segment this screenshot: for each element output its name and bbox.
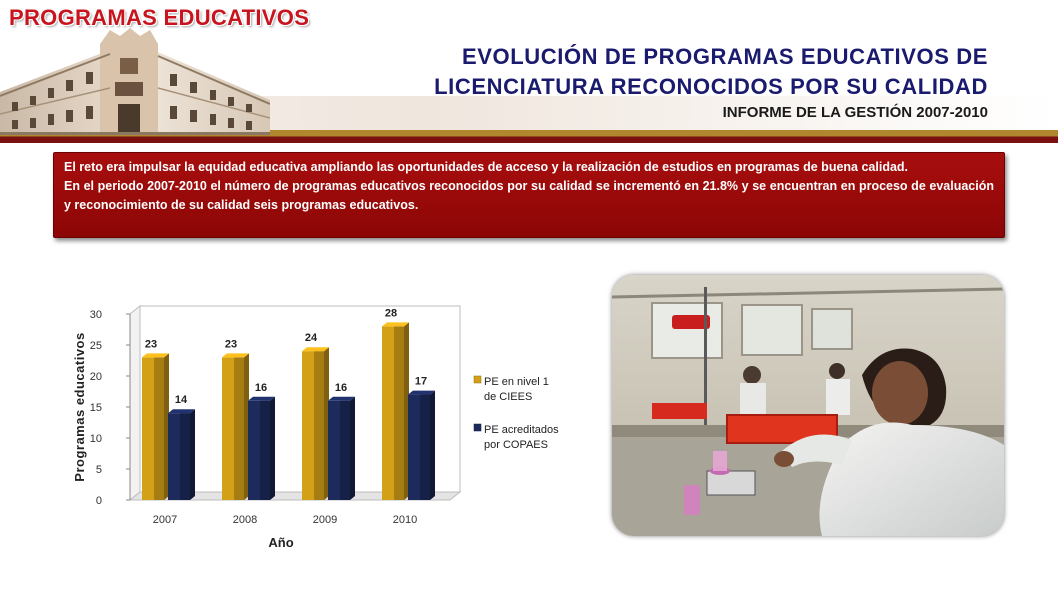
laboratory-photo: [612, 275, 1004, 536]
legend-swatch: [474, 376, 481, 383]
report-subtitle: INFORME DE LA GESTIÓN 2007-2010: [722, 104, 988, 121]
y-tick-label: 0: [95, 495, 102, 507]
bar-chart: [60, 290, 580, 560]
bar: [382, 322, 409, 500]
data-label: 14: [174, 394, 188, 407]
data-label: 23: [224, 338, 238, 351]
chart-side-wall: [130, 306, 140, 500]
bar-shade: [234, 357, 244, 500]
bar: [222, 353, 249, 500]
x-axis-label: Año: [268, 535, 294, 550]
data-label: 24: [304, 332, 318, 345]
info-paragraph-2: En el periodo 2007-2010 el número de programas educativos reconocidos por su calidad se incrementó en 21.8% y se encuentran en proceso de evaluación y reconocimiento de su calidad seis programas educativos.: [64, 179, 994, 212]
x-tick-label: 2010: [392, 514, 418, 526]
bar: [408, 391, 435, 500]
y-tick-label: 20: [89, 371, 102, 383]
section-title: PROGRAMAS EDUCATIVOS: [9, 5, 310, 30]
legend-swatch: [474, 424, 481, 431]
bar-side: [430, 391, 435, 500]
bar-side: [350, 397, 355, 500]
info-text-box: [53, 152, 1005, 238]
legend-label: PE en nivel 1 de CIEES: [484, 376, 549, 403]
data-label: 16: [254, 381, 268, 394]
bar-shade: [314, 351, 324, 500]
colonial-building-image: [0, 22, 270, 140]
y-tick-label: 25: [89, 340, 102, 352]
bar-shade: [154, 357, 164, 500]
bar-shade: [340, 401, 350, 500]
bar-side: [270, 397, 275, 500]
data-label: 17: [414, 375, 428, 388]
data-label: 23: [144, 338, 158, 351]
bar: [142, 353, 169, 500]
legend-entry: [474, 424, 559, 451]
bar: [328, 397, 355, 500]
page-title-line-2: LICENCIATURA RECONOCIDOS POR SU CALIDAD: [434, 74, 988, 99]
bar: [248, 397, 275, 500]
bar-shade: [180, 413, 190, 500]
bar: [302, 347, 329, 500]
bar: [168, 409, 195, 500]
x-tick-label: 2009: [312, 514, 338, 526]
data-label: 28: [384, 307, 398, 320]
legend-label: PE acreditados por COPAES: [484, 424, 559, 451]
header: [0, 0, 1058, 148]
page-title-line-1: EVOLUCIÓN DE PROGRAMAS EDUCATIVOS DE: [461, 44, 988, 69]
y-tick-label: 10: [89, 433, 102, 445]
bar-shade: [394, 326, 404, 500]
legend-entry: [474, 376, 549, 403]
y-axis-label: Programas educativos: [72, 332, 87, 482]
bar-side: [190, 409, 195, 500]
bar-shade: [420, 395, 430, 500]
data-label: 16: [334, 381, 348, 394]
chart-container: [60, 290, 580, 560]
bar-shade: [260, 401, 270, 500]
y-tick-label: 15: [89, 402, 102, 414]
laboratory-scene-image: [612, 275, 1004, 536]
page-title: [308, 42, 988, 102]
y-tick-label: 5: [95, 464, 102, 476]
info-paragraph-1: El reto era impulsar la equidad educativa ampliando las oportunidades de acceso y la realización de estudios en programas de buena calidad.: [64, 160, 909, 174]
x-tick-label: 2007: [152, 514, 178, 526]
x-tick-label: 2008: [232, 514, 258, 526]
y-tick-label: 30: [89, 309, 102, 321]
